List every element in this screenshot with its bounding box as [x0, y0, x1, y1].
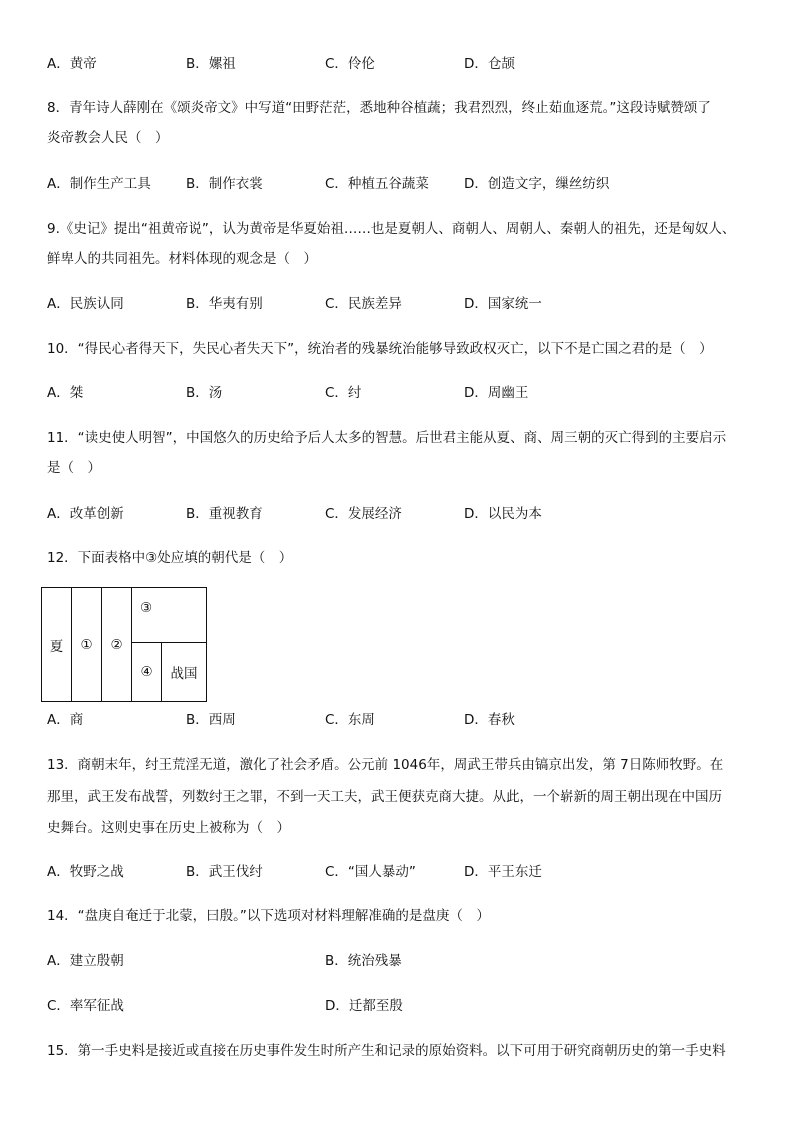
option-b[interactable]: B．武王伐纣: [186, 864, 263, 880]
option-d[interactable]: D．仓颉: [464, 56, 515, 72]
option-b[interactable]: B．制作衣裳: [186, 176, 263, 192]
option-d[interactable]: D．春秋: [464, 712, 515, 728]
cell-1: ①: [72, 588, 102, 702]
option-b[interactable]: B．汤: [186, 385, 223, 401]
question-text: 14．“盘庚自奄迁于北蒙，曰殷。”以下选项对材料理解准确的是盘庚（ ）: [47, 908, 490, 924]
option-a[interactable]: A．黄帝: [47, 56, 97, 72]
option-c[interactable]: C．种植五谷蔬菜: [325, 176, 429, 192]
question-text: 炎帝教会人民（ ）: [47, 130, 169, 146]
option-b[interactable]: B．重视教育: [186, 506, 263, 522]
option-b[interactable]: B．西周: [186, 712, 236, 728]
option-c[interactable]: C．纣: [325, 385, 362, 401]
option-a[interactable]: A．牧野之战: [47, 864, 124, 880]
option-a[interactable]: A．建立殷朝: [47, 953, 124, 969]
cell-xia: 夏: [42, 588, 72, 702]
question-text: 13．商朝末年，纣王荒淫无道，激化了社会矛盾。公元前 1046年，周武王带兵由镐京出发，第 7日陈师牧野。在: [47, 757, 724, 773]
option-c[interactable]: C．“国人暴动”: [325, 864, 416, 880]
option-d[interactable]: D．平王东迁: [464, 864, 542, 880]
question-text: 9.《史记》提出“祖黄帝说”，认为黄帝是华夏始祖……也是夏朝人、商朝人、周朝人、秦朝人的祖先，还是匈奴人、: [47, 221, 736, 237]
question-text: 鲜卑人的共同祖先。材料体现的观念是（ ）: [47, 251, 317, 267]
option-c[interactable]: C．伶伦: [325, 56, 375, 72]
option-c[interactable]: C．率军征战: [47, 998, 124, 1014]
question-text: 8．青年诗人薛刚在《颂炎帝文》中写道“田野茫茫，悉地种谷植蔬；我君烈烈，终止茹血逐荒。”这段诗赋赞颂了: [47, 100, 711, 116]
question-text: 10．“得民心者得天下，失民心者失天下”，统治者的残暴统治能够导致政权灭亡，以下不是亡国之君的是（ ）: [47, 341, 713, 357]
question-text: 12．下面表格中③处应填的朝代是（ ）: [47, 550, 293, 566]
cell-4: ④: [132, 643, 162, 702]
option-d[interactable]: D．迁都至殷: [325, 998, 403, 1014]
option-a[interactable]: A．民族认同: [47, 296, 124, 312]
option-d[interactable]: D．创造文字，缫丝纺织: [464, 176, 610, 192]
cell-zhanguo: 战国: [162, 643, 207, 702]
option-a[interactable]: A．改革创新: [47, 506, 124, 522]
question-text: 11．“读史使人明智”，中国悠久的历史给予后人太多的智慧。后世君主能从夏、商、周三朝的灭亡得到的主要启示: [47, 430, 727, 446]
dynasty-table: [41, 587, 207, 702]
question-text: 史舞台。这则史事在历史上被称为（ ）: [47, 820, 290, 836]
option-c[interactable]: C．发展经济: [325, 506, 402, 522]
option-d[interactable]: D．周幽王: [464, 385, 529, 401]
option-b[interactable]: B．统治残暴: [325, 953, 402, 969]
option-d[interactable]: D．国家统一: [464, 296, 542, 312]
option-a[interactable]: A．制作生产工具: [47, 176, 151, 192]
option-a[interactable]: A．桀: [47, 385, 84, 401]
question-text: 15．第一手史料是接近或直接在历史事件发生时所产生和记录的原始资料。以下可用于研究商朝历史的第一手史料: [47, 1043, 726, 1059]
option-b[interactable]: B．嫘祖: [186, 56, 236, 72]
cell-3: ③: [132, 588, 207, 643]
option-d[interactable]: D．以民为本: [464, 506, 542, 522]
option-a[interactable]: A．商: [47, 712, 84, 728]
question-text: 是（ ）: [47, 460, 101, 476]
option-c[interactable]: C．民族差异: [325, 296, 402, 312]
question-text: 那里，武王发布战誓，列数纣王之罪，不到一天工夫，武王便获克商大捷。从此，一个崭新的周王朝出现在中国历: [47, 789, 722, 805]
option-b[interactable]: B．华夷有别: [186, 296, 263, 312]
option-c[interactable]: C．东周: [325, 712, 375, 728]
cell-2: ②: [102, 588, 132, 702]
